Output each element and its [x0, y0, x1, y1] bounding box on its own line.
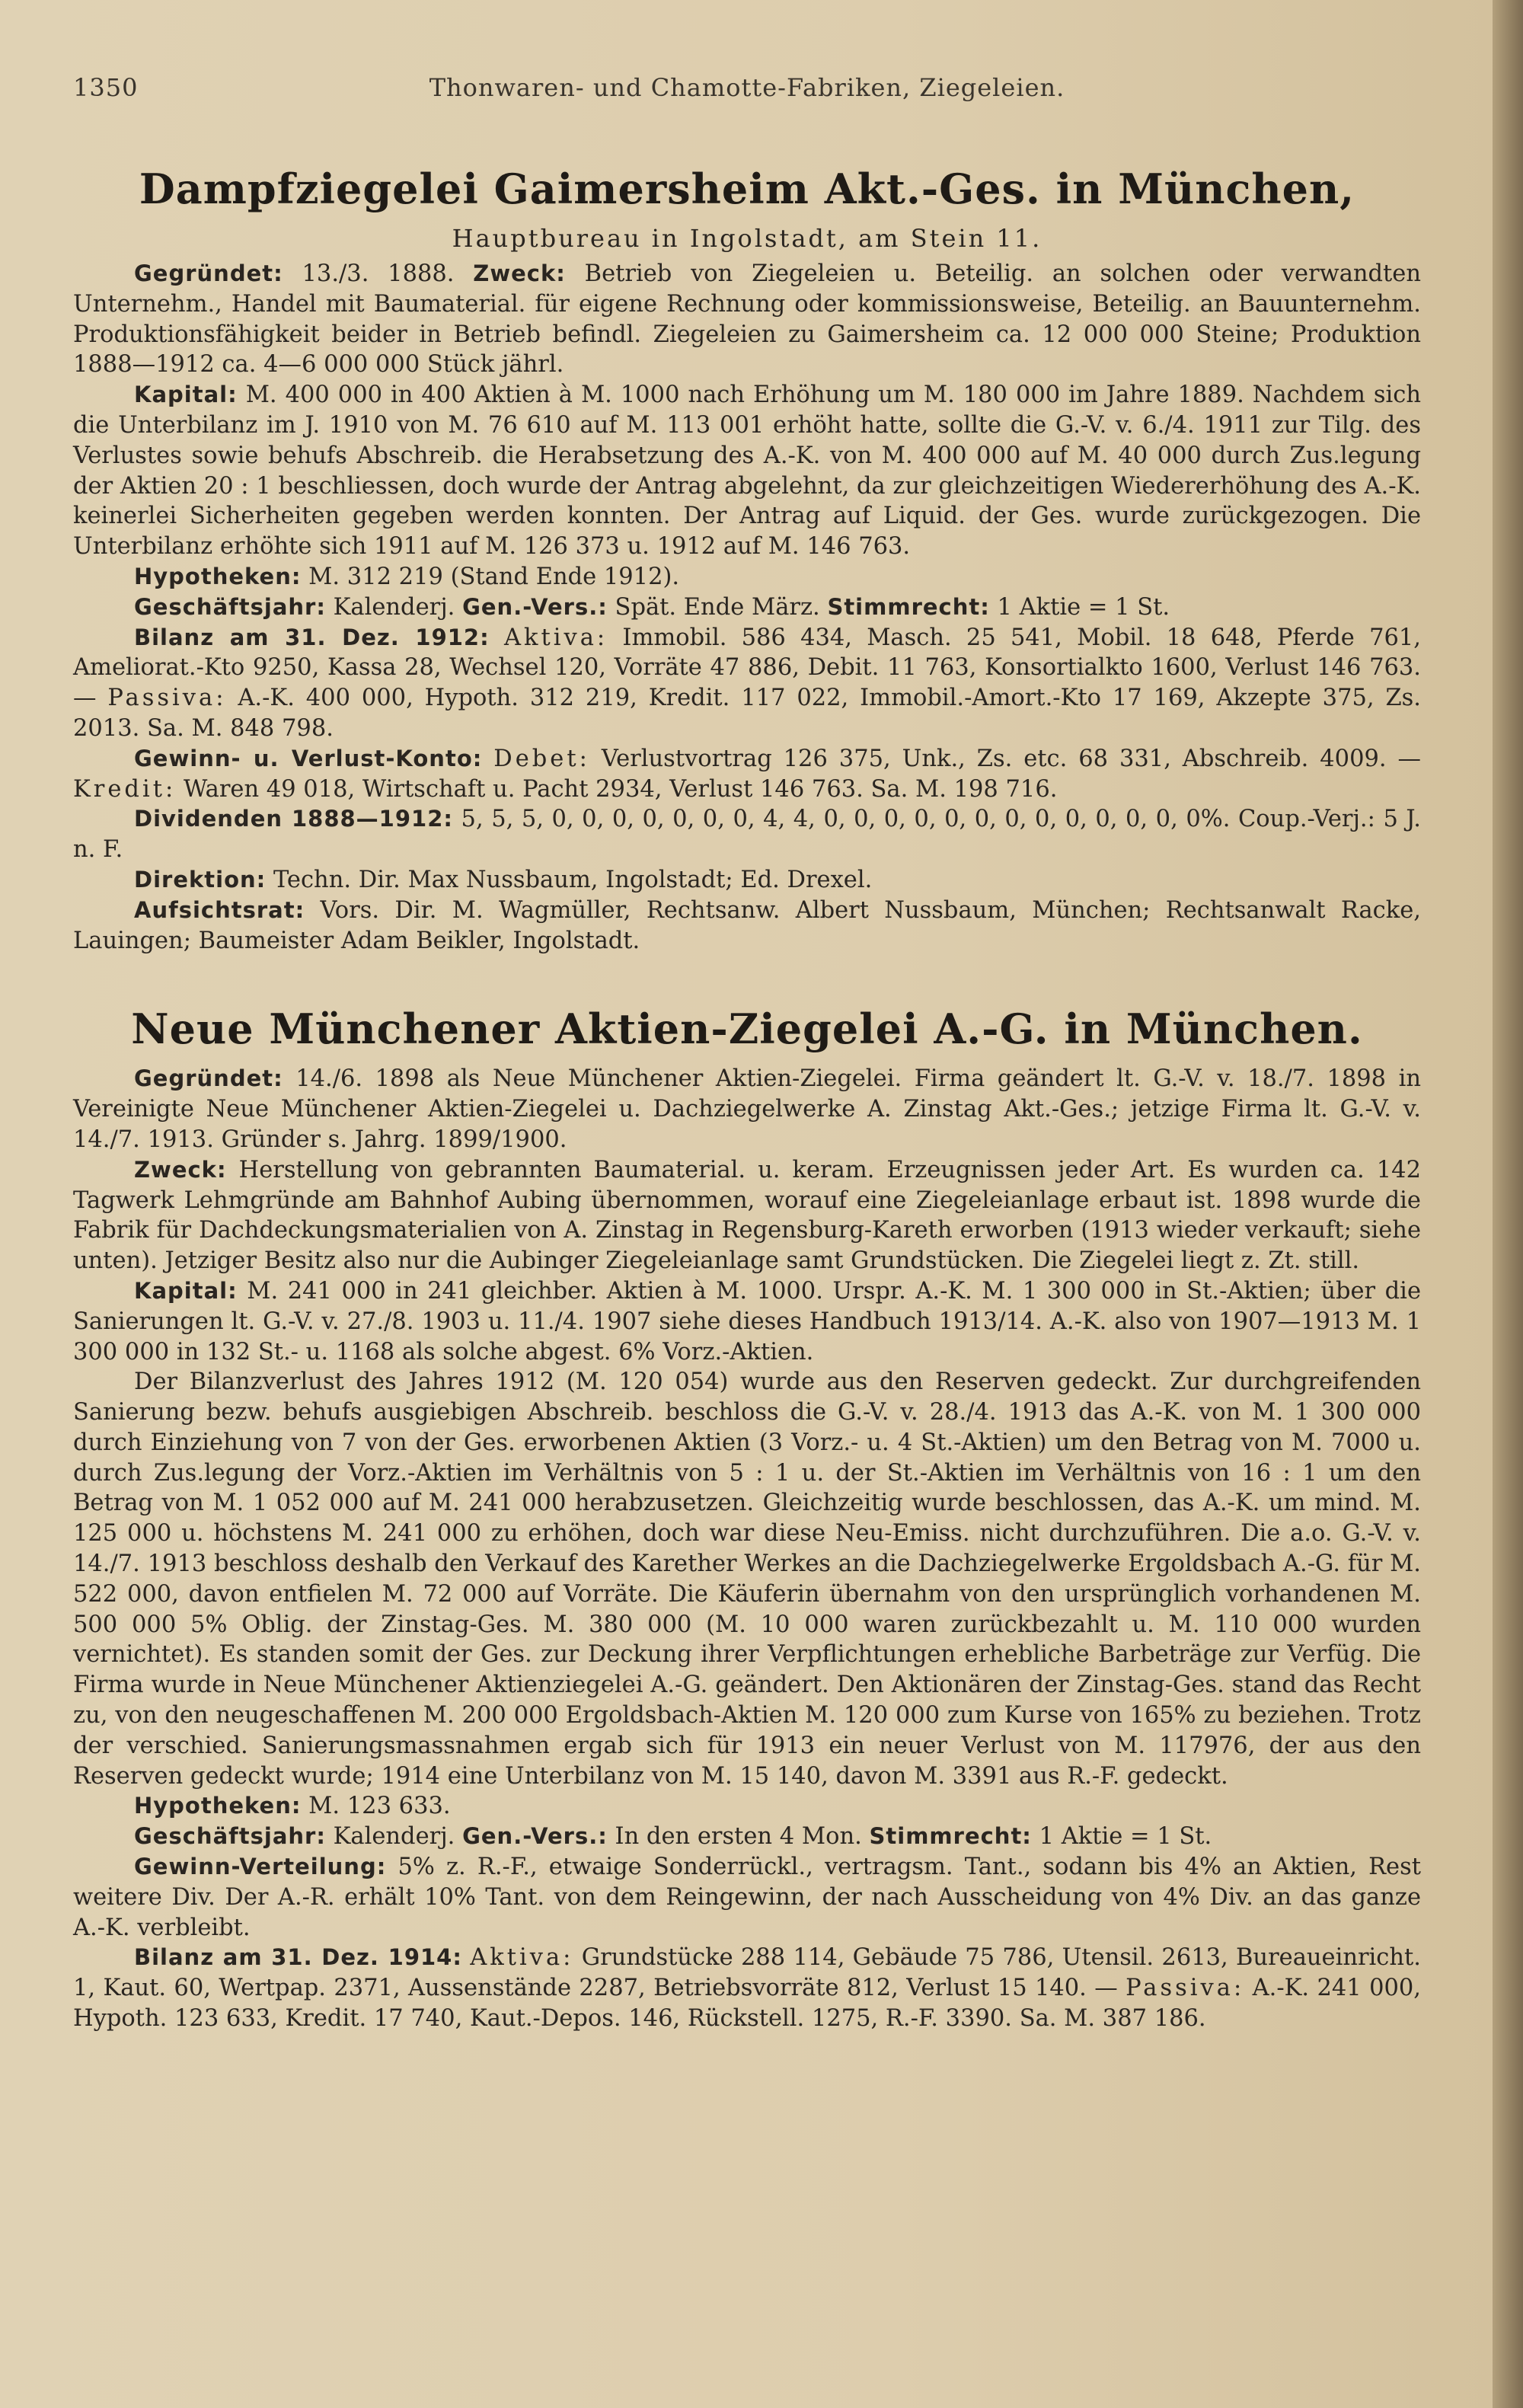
- gv-text: Spät. Ende März.: [615, 593, 820, 621]
- company2-purpose-entry: [73, 1155, 1421, 1276]
- company1-title: Dampfziegelei Gaimersheim Akt.-Ges. in München,: [139, 164, 1355, 213]
- fiscal-label: Geschäftsjahr:: [134, 593, 326, 620]
- mortgages-text: M. 312 219 (Stand Ende 1912).: [308, 563, 680, 590]
- company1-capital-entry: [73, 380, 1421, 562]
- mortgages-label: Hypotheken:: [134, 563, 302, 589]
- company1-board-entry: [73, 865, 1421, 896]
- assets-text: Immobil. 586 434, Masch. 25 541, Mobil. 18 648, Pferde 761, Ameliorat.-Kto 9250, Kassa 28, Wechsel 120, Vorräte 47 886, Debit. 11 763, Konsortialkto 1600, Verlust 146 763. —: [73, 624, 1421, 712]
- capital-label: Kapital:: [134, 1277, 238, 1304]
- balance-label: Bilanz am 31. Dez. 1912:: [134, 624, 490, 650]
- page-content: [73, 73, 1421, 2034]
- liabilities-word: Passiva:: [107, 685, 227, 712]
- vote-label: Stimmrecht:: [827, 593, 990, 620]
- founded-label: Gegründet:: [134, 1065, 283, 1092]
- debit-text: Verlustvortrag 126 375, Unk., Zs. etc. 68 331, Abschreib. 4009. —: [601, 745, 1422, 772]
- assets-word: Aktiva:: [470, 1944, 574, 1972]
- company2-title: Neue Münchener Aktien-Ziegelei A.-G. in München.: [131, 1004, 1363, 1054]
- capital-text: M. 241 000 in 241 gleichber. Aktien à M. 1000. Urspr. A.-K. M. 1 300 000 in St.-Aktien; über die Sanierungen lt. G.-V. v. 27./8. 1903 u. 11./4. 1907 siehe dieses Handbuch 1913/14. A.-K. also von 1907—1913 M. 1 300 000 in 132 St.- u. 1168 als solche abgest. 6% Vorz.-Aktien.: [73, 1277, 1421, 1365]
- company1-subtitle: Hauptbureau in Ingolstadt, am Stein 11.: [452, 224, 1042, 253]
- company1-balance-entry: [73, 623, 1421, 744]
- assets-text: Grundstücke 288 114, Gebäude 75 786, Utensil. 2613, Bureaueinricht. 1, Kaut. 60, Wertpap. 2371, Aussenstände 2287, Betriebsvorräte 812, Verlust 15 140. —: [73, 1944, 1421, 2002]
- dividends-label: Dividenden 1888—1912:: [134, 806, 453, 832]
- fiscal-label: Geschäftsjahr:: [134, 1823, 326, 1850]
- liabilities-word: Passiva:: [1125, 1975, 1245, 2002]
- pl-label: Gewinn- u. Verlust-Konto:: [134, 745, 483, 771]
- fiscal-text: Kalenderj.: [333, 593, 455, 621]
- profit-label: Gewinn-Verteilung:: [134, 1854, 387, 1880]
- book-spine-shadow: [1493, 0, 1523, 2408]
- board-text: Techn. Dir. Max Nussbaum, Ingolstadt; Ed. Drexel.: [273, 866, 873, 893]
- page-number: 1350: [73, 73, 139, 102]
- profit-text: 5% z. R.-F., etwaige Sonderrückl., vertragsm. Tant., sodann bis 4% an Aktien, Rest weitere Div. Der A.-R. erhält 10% Tant. von dem Reingewinn, der nach Ausscheidung von 4% Div. an das ganze A.-K. verbleibt.: [73, 1854, 1421, 1941]
- capital-text: M. 400 000 in 400 Aktien à M. 1000 nach Erhöhung um M. 180 000 im Jahre 1889. Nachdem sich die Unterbilanz im J. 1910 von M. 76 610 auf M. 113 001 erhöht hatte, sollte die G.-V. v. 6./4. 1911 zur Tilg. des Verlustes sowie behufs Abschreib. die Herabsetzung des A.-K. von M. 400 000 auf M. 40 000 durch Zus.legung der Aktien 20 : 1 beschliessen, doch wurde der Antrag abgelehnt, da zur gleichzeitigen Wiedererhöhung des A.-K. keinerlei Sicherheiten gegeben werden konnten. Der Antrag auf Liquid. der Ges. wurde zurückgezogen. Die Unterbilanz erhöhte sich 1911 auf M. 126 373 u. 1912 auf M. 146 763.: [73, 382, 1421, 560]
- purpose-label: Zweck:: [473, 260, 566, 286]
- founded-label: Gegründet:: [134, 260, 283, 286]
- dividends-text: 5, 5, 5, 0, 0, 0, 0, 0, 0, 0, 4, 4, 0, 0, 0, 0, 0, 0, 0, 0, 0, 0, 0, 0, 0%. Coup.-Verj.: 5 J. n. F.: [73, 806, 1421, 864]
- company1-mortgages-entry: [73, 562, 1421, 592]
- company2-capital-entry: [73, 1276, 1421, 1367]
- vote-label: Stimmrecht:: [869, 1823, 1032, 1850]
- mortgages-label: Hypotheken:: [134, 1793, 302, 1819]
- liabilities-text: A.-K. 400 000, Hypoth. 312 219, Kredit. 117 022, Immobil.-Amort.-Kto 17 169, Akzepte 375, Zs. 2013. Sa. M. 848 798.: [73, 685, 1421, 742]
- purpose-text: Herstellung von gebrannten Baumaterial. u. keram. Erzeugnissen jeder Art. Es wurden ca. 142 Tagwerk Lehmgründe am Bahnhof Aubing übernommen, worauf eine Ziegeleianlage erbaut ist. 1898 wurde die Fabrik für Dachdeckungsmaterialien von A. Zinstag in Regensburg-Kareth erworben (1913 wieder verkauft; siehe unten). Jetziger Besitz also nur die Aubinger Ziegeleianlage samt Grundstücken. Die Ziegelei liegt z. Zt. still.: [73, 1156, 1421, 1275]
- credit-text: Waren 49 018, Wirtschaft u. Pacht 2934, Verlust 146 763. Sa. M. 198 716.: [183, 775, 1058, 803]
- purpose-label: Zweck:: [134, 1156, 227, 1183]
- running-title: Thonwaren- und Chamotte-Fabriken, Ziegeleien.: [429, 73, 1065, 102]
- gv-label: Gen.-Vers.:: [462, 1823, 608, 1850]
- debit-word: Debet:: [493, 745, 590, 772]
- credit-word: Kredit:: [73, 775, 177, 803]
- founded-text: 13./3. 1888.: [302, 260, 455, 287]
- running-header: [73, 73, 1421, 113]
- company2-mortgages-entry: [73, 1791, 1421, 1822]
- supervisory-label: Aufsichtsrat:: [134, 896, 305, 923]
- board-label: Direktion:: [134, 866, 267, 893]
- vote-text: 1 Aktie = 1 St.: [1039, 1823, 1212, 1851]
- gv-text: In den ersten 4 Mon.: [615, 1823, 862, 1851]
- company2-founded-entry: [73, 1064, 1421, 1154]
- purpose-text: Betrieb von Ziegeleien u. Beteilig. an solchen oder verwandten Unternehm., Handel mit Baumaterial. für eigene Rechnung oder kommissionsweise, Beteilig. an Bauunternehm. Produktionsfähigkeit beider in Betrieb befindl. Ziegeleien zu Gaimersheim ca. 12 000 000 Steine; Produktion 1888—1912 ca. 4—6 000 000 Stück jährl.: [73, 260, 1422, 378]
- company1-founded-entry: [73, 259, 1421, 380]
- vote-text: 1 Aktie = 1 St.: [997, 593, 1170, 621]
- gv-label: Gen.-Vers.:: [462, 593, 608, 620]
- company1-dividends-entry: [73, 804, 1421, 865]
- capital-label: Kapital:: [134, 382, 238, 408]
- mortgages-text: M. 123 633.: [308, 1793, 451, 1820]
- company1-pl-entry: [73, 744, 1421, 805]
- company2-balance-entry: [73, 1943, 1421, 2033]
- liabilities-text: A.-K. 241 000, Hypoth. 123 633, Kredit. 17 740, Kaut.-Depos. 146, Rückstell. 1275, R.-F. 3390. Sa. M. 387 186.: [73, 1975, 1421, 2033]
- company2-fiscal-entry: [73, 1822, 1421, 1852]
- company1-fiscal-entry: [73, 592, 1421, 623]
- fiscal-text: Kalenderj.: [333, 1823, 455, 1851]
- company2-profit-entry: [73, 1852, 1421, 1943]
- supervisory-text: Vors. Dir. M. Wagmüller, Rechtsanw. Albert Nussbaum, München; Rechtsanwalt Racke, Lauingen; Baumeister Adam Beikler, Ingolstadt.: [73, 896, 1421, 954]
- balance-label: Bilanz am 31. Dez. 1914:: [134, 1944, 462, 1971]
- assets-word: Aktiva:: [503, 624, 608, 651]
- company2-loss-paragraph: Der Bilanzverlust des Jahres 1912 (M. 120 054) wurde aus den Reserven gedeckt. Zur durchgreifenden Sanierung bezw. behufs ausgiebigen Abschreib. beschloss die G.-V. v. 28./4. 1913 das A.-K. von M. 1 300 000 durch Einziehung von 7 von der Ges. erworbenen Aktien (3 Vorz.- u. 4 St.-Aktien) um den Betrag von M. 7000 u. durch Zus.legung der Vorz.-Aktien im Verhältnis von 5 : 1 u. der St.-Aktien im Verhältnis von 16 : 1 um den Betrag von M. 1 052 000 auf M. 241 000 herabzusetzen. Gleichzeitig wurde beschlossen, das A.-K. um mind. M. 125 000 u. höchstens M. 241 000 zu erhöhen, doch war diese Neu-Emiss. nicht durchzuführen. Die a.o. G.-V. v. 14./7. 1913 beschloss deshalb den Verkauf des Karether Werkes an die Dachziegelwerke Ergoldsbach A.-G. für M. 522 000, davon entfielen M. 72 000 auf Vorräte. Die Käuferin übernahm von den ursprünglich vorhandenen M. 500 000 5% Oblig. der Zinstag-Ges. M. 380 000 (M. 10 000 waren zurückbezahlt u. M. 110 000 wurden vernichtet). Es standen somit der Ges. zur Deckung ihrer Verpflichtungen erhebliche Barbeträge zur Verfüg. Die Firma wurde in Neue Münchener Aktienziegelei A.-G. geändert. Den Aktionären der Zinstag-Ges. stand das Recht zu, von den neugeschaffenen M. 200 000 Ergoldsbach-Aktien M. 120 000 zum Kurse von 165% zu beziehen. Trotz der verschied. Sanierungsmassnahmen ergab sich für 1913 ein neuer Verlust von M. 117976, der aus den Reserven gedeckt wurde; 1914 eine Unterbilanz von M. 15 140, davon M. 3391 aus R.-F. gedeckt.: [73, 1368, 1421, 1790]
- founded-text: 14./6. 1898 als Neue Münchener Aktien-Ziegelei. Firma geändert lt. G.-V. v. 18./7. 1898 in Vereinigte Neue Münchener Aktien-Ziegelei u. Dachziegelwerke A. Zinstag Akt.-Ges.; jetzige Firma lt. G.-V. v. 14./7. 1913. Gründer s. Jahrg. 1899/1900.: [73, 1065, 1421, 1153]
- company1-supervisory-entry: [73, 896, 1421, 956]
